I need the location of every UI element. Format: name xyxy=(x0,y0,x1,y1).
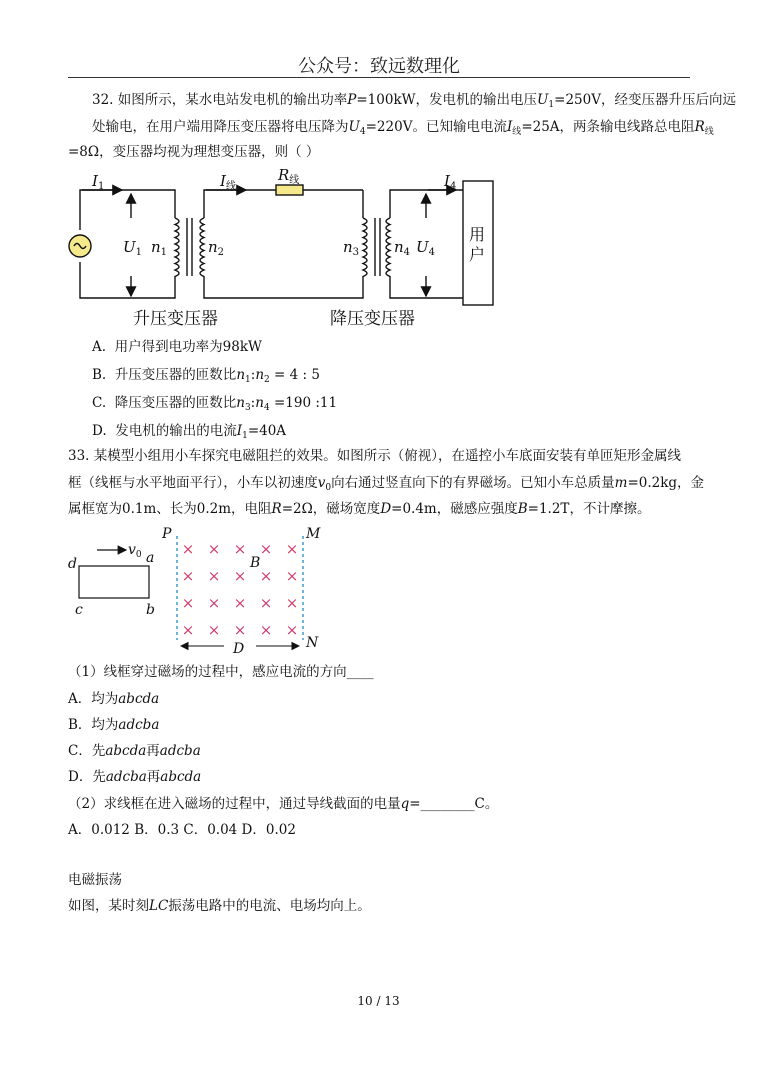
svg-text:n3: $n_3$ xyxy=(343,238,360,258)
svg-text:×: × xyxy=(285,594,299,612)
svg-text:×: × xyxy=(233,594,247,612)
transformer-circuit-diagram xyxy=(60,166,510,334)
svg-text:×: × xyxy=(181,540,195,558)
q33-sub2-stem: （2）求线框在进入磁场的过程中，通过导线截面的电量q=________C。 xyxy=(68,796,499,812)
magnetic-field-diagram xyxy=(60,522,340,662)
svg-text:×: × xyxy=(207,567,221,585)
q33-sub2-options[interactable]: A．0.012 B．0.3 C．0.04 D．0.02 xyxy=(68,822,296,838)
svg-text:×: × xyxy=(259,594,273,612)
q32-line-2: 处输电，在用户端用降压变压器将电压降为$U_4=220V$。已知输电电流$I_线=25A$，两条输电线路总电阻$R_线$ xyxy=(92,119,714,137)
svg-text:×: × xyxy=(259,621,273,639)
svg-text:×: × xyxy=(181,594,195,612)
svg-text:×: × xyxy=(233,567,247,585)
svg-text:U4: $U_4$ xyxy=(416,238,436,258)
q33-sub1-option-a[interactable]: A．均为abcda xyxy=(68,691,160,707)
svg-text:M: M xyxy=(306,526,321,542)
svg-text:b: b xyxy=(146,602,155,618)
svg-text:d: d xyxy=(68,556,77,572)
svg-text:×: × xyxy=(233,540,247,558)
q33-sub1-option-d[interactable]: D．先adcba再abcda xyxy=(68,769,202,785)
q32-option-a[interactable]: A. 用户得到电功率为98kW xyxy=(92,339,262,355)
svg-text:降压变压器: 降压变压器 xyxy=(330,309,415,329)
svg-text:×: × xyxy=(285,540,299,558)
svg-text:用: 用 xyxy=(469,225,486,244)
svg-text:×: × xyxy=(207,540,221,558)
svg-text:P: P xyxy=(162,526,172,542)
svg-text:×: × xyxy=(233,621,247,639)
svg-text:c: c xyxy=(75,602,83,618)
svg-text:×: × xyxy=(181,621,195,639)
section-text: 如图，某时刻LC振荡电路中的电流、电场均向上。 xyxy=(68,898,371,914)
page-header-title: 公众号：致远数理化 xyxy=(298,56,460,77)
svg-text:R线: $R_线$ xyxy=(278,166,300,186)
svg-text:N: N xyxy=(306,635,319,651)
svg-text:I线: $I_线$ xyxy=(220,172,236,192)
svg-text:×: × xyxy=(181,567,195,585)
svg-text:×: × xyxy=(259,567,273,585)
svg-text:n1: $n_1$ xyxy=(151,238,168,258)
svg-text:×: × xyxy=(285,621,299,639)
svg-text:n4: $n_4$ xyxy=(394,238,411,258)
svg-text:n2: $n_2$ xyxy=(208,238,225,258)
q32-option-b[interactable]: B. 升压变压器的匝数比$n_1:n_2 = 4$ : 5 xyxy=(92,367,320,385)
svg-text:I1: $I_1$ xyxy=(92,172,105,192)
svg-text:户: 户 xyxy=(469,245,486,264)
svg-text:v0: $v_0$ xyxy=(128,542,142,560)
q32-line-3: =8Ω，变压器均视为理想变压器，则（ ） xyxy=(68,144,320,160)
q33-sub1-option-b[interactable]: B．均为adcba xyxy=(68,717,160,733)
q33-line-2: 框（线框与水平地面平行），小车以初速度$v_0$向右通过竖直向下的有界磁场。已知小车总质量m=0.2kg，金 xyxy=(68,475,705,493)
q33-line-3: 属框宽为0.1m、长为0.2m，电阻R=2Ω，磁场宽度D=0.4m，磁感应强度B=1.2T，不计摩擦。 xyxy=(68,501,651,517)
svg-text:I4: $I_4$ xyxy=(444,172,457,192)
q32-option-d[interactable]: D. 发电机的输出的电流$I_1=40A$ xyxy=(92,423,287,441)
q33-sub1-option-c[interactable]: C．先abcda再adcba xyxy=(68,743,201,759)
q32-line-1: 32. 如图所示，某水电站发电机的输出功率P=100kW，发电机的输出电压$U_1=250V$，经变压器升压后向远 xyxy=(92,92,736,110)
q32-option-c[interactable]: C. 降压变压器的匝数比$n_3:n_4 =190$ :11 xyxy=(92,395,338,413)
svg-text:升压变压器: 升压变压器 xyxy=(133,309,218,329)
q33-line-1: 33. 某模型小组用小车探究电磁阻拦的效果。如图所示（俯视），在遥控小车底面安装有单匝矩形金属线 xyxy=(68,448,682,464)
q33-sub1-stem: （1）线框穿过磁场的过程中，感应电流的方向____ xyxy=(68,664,374,680)
svg-text:B: B xyxy=(250,555,261,571)
svg-text:D: D xyxy=(233,641,245,657)
svg-text:×: × xyxy=(207,621,221,639)
svg-text:U1: $U_1$ xyxy=(123,238,143,258)
svg-text:a: a xyxy=(146,550,155,566)
svg-text:×: × xyxy=(285,567,299,585)
svg-text:×: × xyxy=(259,540,273,558)
header-divider xyxy=(68,77,690,78)
page-number: 10 / 13 xyxy=(357,994,400,1008)
section-title: 电磁振荡 xyxy=(68,872,122,888)
svg-text:×: × xyxy=(207,594,221,612)
